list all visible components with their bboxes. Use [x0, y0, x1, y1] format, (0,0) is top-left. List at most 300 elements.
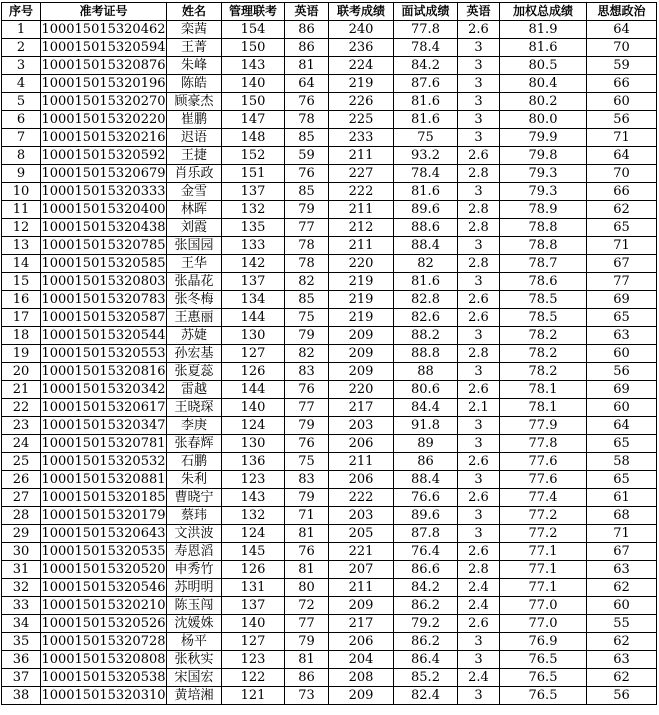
header-exam-id: 准考证号	[41, 3, 167, 21]
cell-politics: 69	[587, 381, 657, 399]
cell-management-exam: 143	[222, 57, 285, 75]
cell-interview-score: 88.4	[394, 237, 458, 255]
cell-exam-id: 100015015320179	[41, 508, 166, 523]
cell-joint-score: 224	[329, 57, 394, 75]
cell-english: 81	[285, 57, 329, 75]
cell-management-exam: 137	[222, 183, 285, 201]
table-row	[2, 669, 657, 687]
cell-joint-score: 206	[329, 435, 394, 453]
cell-weighted-total: 77.1	[500, 561, 587, 579]
cell-joint-score: 209	[329, 597, 394, 615]
table-row	[2, 165, 657, 183]
cell-interview-score: 89.6	[394, 201, 458, 219]
cell-management-exam: 130	[222, 435, 285, 453]
cell-exam-id: 100015015320816	[41, 364, 166, 379]
cell-name: 杨平	[167, 633, 222, 651]
cell-joint-score: 225	[329, 111, 394, 129]
cell-politics: 66	[587, 75, 657, 93]
cell-joint-score: 206	[329, 471, 394, 489]
cell-management-exam: 140	[222, 75, 285, 93]
header-row	[2, 3, 657, 21]
cell-english-oral: 3	[458, 471, 500, 489]
cell-name: 张国园	[167, 237, 222, 255]
cell-politics: 63	[587, 651, 657, 669]
cell-english-oral: 2.8	[458, 255, 500, 273]
cell-english-oral: 2.6	[458, 453, 500, 471]
cell-english-oral: 3	[458, 507, 500, 525]
table-row	[2, 687, 657, 705]
cell-english-oral: 3	[458, 183, 500, 201]
cell-name: 陈玉闯	[167, 597, 222, 615]
cell-joint-score: 227	[329, 165, 394, 183]
cell-index: 35	[2, 633, 41, 651]
header-english-oral: 英语	[458, 3, 500, 21]
cell-english-oral: 2.1	[458, 399, 500, 417]
cell-exam-id: 100015015320270	[41, 94, 166, 109]
cell-interview-score: 86.4	[394, 651, 458, 669]
cell-joint-score: 222	[329, 183, 394, 201]
cell-weighted-total: 77.0	[500, 597, 587, 615]
cell-politics: 65	[587, 435, 657, 453]
cell-management-exam: 122	[222, 669, 285, 687]
table-row	[2, 39, 657, 57]
table-row	[2, 57, 657, 75]
cell-exam-id: 100015015320310	[41, 688, 166, 703]
table-row	[2, 579, 657, 597]
cell-politics: 61	[587, 489, 657, 507]
cell-index: 21	[2, 381, 41, 399]
cell-index: 30	[2, 543, 41, 561]
cell-joint-score: 206	[329, 633, 394, 651]
cell-name: 蔡玮	[167, 507, 222, 525]
cell-english-oral: 3	[458, 633, 500, 651]
cell-joint-score: 226	[329, 93, 394, 111]
cell-interview-score: 88.6	[394, 219, 458, 237]
cell-management-exam: 145	[222, 543, 285, 561]
cell-interview-score: 86.2	[394, 633, 458, 651]
cell-exam-id: 100015015320617	[41, 400, 166, 415]
cell-management-exam: 143	[222, 489, 285, 507]
cell-name: 栾茜	[167, 21, 222, 39]
cell-name: 张夏蕊	[167, 363, 222, 381]
cell-interview-score: 76.6	[394, 489, 458, 507]
cell-interview-score: 77.8	[394, 21, 458, 39]
cell-politics: 71	[587, 129, 657, 147]
cell-index: 37	[2, 669, 41, 687]
cell-politics: 60	[587, 597, 657, 615]
cell-name: 李庚	[167, 417, 222, 435]
cell-english: 64	[285, 75, 329, 93]
cell-english: 75	[285, 309, 329, 327]
cell-index: 9	[2, 165, 41, 183]
cell-joint-score: 203	[329, 417, 394, 435]
cell-interview-score: 85.2	[394, 669, 458, 687]
cell-weighted-total: 78.5	[500, 309, 587, 327]
cell-joint-score: 211	[329, 237, 394, 255]
cell-english-oral: 2.6	[458, 381, 500, 399]
cell-interview-score: 79.2	[394, 615, 458, 633]
cell-name: 陈皓	[167, 75, 222, 93]
table-row	[2, 75, 657, 93]
cell-weighted-total: 77.0	[500, 615, 587, 633]
cell-english: 79	[285, 489, 329, 507]
cell-name: 孙宏基	[167, 345, 222, 363]
cell-name: 沈媛姝	[167, 615, 222, 633]
cell-name: 崔鹏	[167, 111, 222, 129]
cell-english-oral: 2.6	[458, 615, 500, 633]
table-row	[2, 345, 657, 363]
cell-weighted-total: 78.7	[500, 255, 587, 273]
table-row	[2, 507, 657, 525]
table-row	[2, 309, 657, 327]
cell-index: 20	[2, 363, 41, 381]
cell-english-oral: 3	[458, 75, 500, 93]
cell-joint-score: 219	[329, 273, 394, 291]
cell-management-exam: 121	[222, 687, 285, 705]
cell-politics: 60	[587, 345, 657, 363]
cell-name: 顾豪杰	[167, 93, 222, 111]
cell-joint-score: 204	[329, 651, 394, 669]
cell-name: 黄培湘	[167, 687, 222, 705]
cell-english-oral: 2.6	[458, 291, 500, 309]
cell-exam-id: 100015015320881	[41, 472, 166, 487]
cell-english: 76	[285, 381, 329, 399]
cell-politics: 64	[587, 417, 657, 435]
table-row	[2, 399, 657, 417]
cell-exam-id: 100015015320333	[41, 184, 166, 199]
cell-weighted-total: 79.8	[500, 147, 587, 165]
cell-interview-score: 86.2	[394, 597, 458, 615]
cell-joint-score: 217	[329, 399, 394, 417]
cell-index: 38	[2, 687, 41, 705]
cell-english: 77	[285, 399, 329, 417]
table-row	[2, 435, 657, 453]
cell-name: 肖乐政	[167, 165, 222, 183]
cell-exam-id: 100015015320532	[41, 454, 166, 469]
cell-index: 24	[2, 435, 41, 453]
cell-joint-score: 211	[329, 453, 394, 471]
table-row	[2, 291, 657, 309]
cell-exam-id: 100015015320679	[41, 166, 166, 181]
cell-index: 32	[2, 579, 41, 597]
table-row	[2, 273, 657, 291]
table-row	[2, 327, 657, 345]
cell-politics: 64	[587, 147, 657, 165]
table-row	[2, 219, 657, 237]
cell-english: 86	[285, 21, 329, 39]
cell-management-exam: 133	[222, 237, 285, 255]
cell-management-exam: 148	[222, 129, 285, 147]
cell-politics: 65	[587, 471, 657, 489]
cell-exam-id: 100015015320594	[41, 40, 166, 55]
cell-politics: 62	[587, 579, 657, 597]
cell-english: 73	[285, 687, 329, 705]
cell-english-oral: 3	[458, 39, 500, 57]
cell-english-oral: 2.8	[458, 345, 500, 363]
cell-management-exam: 127	[222, 345, 285, 363]
cell-exam-id: 100015015320808	[41, 652, 166, 667]
cell-interview-score: 82	[394, 255, 458, 273]
cell-weighted-total: 78.8	[500, 219, 587, 237]
cell-english-oral: 2.6	[458, 147, 500, 165]
cell-name: 张秋实	[167, 651, 222, 669]
cell-english: 76	[285, 435, 329, 453]
cell-english-oral: 3	[458, 417, 500, 435]
cell-name: 王华	[167, 255, 222, 273]
cell-joint-score: 233	[329, 129, 394, 147]
cell-index: 6	[2, 111, 41, 129]
cell-english: 79	[285, 201, 329, 219]
cell-joint-score: 219	[329, 291, 394, 309]
cell-index: 23	[2, 417, 41, 435]
cell-english: 82	[285, 273, 329, 291]
cell-name: 林晖	[167, 201, 222, 219]
cell-interview-score: 78.4	[394, 39, 458, 57]
cell-english: 79	[285, 633, 329, 651]
cell-name: 曹晓宁	[167, 489, 222, 507]
cell-politics: 71	[587, 237, 657, 255]
cell-name: 金雪	[167, 183, 222, 201]
cell-english: 72	[285, 597, 329, 615]
cell-politics: 70	[587, 39, 657, 57]
cell-joint-score: 221	[329, 543, 394, 561]
table-row	[2, 363, 657, 381]
cell-interview-score: 75	[394, 129, 458, 147]
cell-exam-id: 100015015320785	[41, 238, 166, 253]
table-row	[2, 237, 657, 255]
cell-management-exam: 154	[222, 21, 285, 39]
cell-interview-score: 84.2	[394, 57, 458, 75]
cell-english-oral: 3	[458, 57, 500, 75]
cell-index: 22	[2, 399, 41, 417]
cell-joint-score: 207	[329, 561, 394, 579]
cell-english-oral: 3	[458, 525, 500, 543]
cell-management-exam: 130	[222, 327, 285, 345]
cell-politics: 71	[587, 525, 657, 543]
header-management-exam: 管理联考	[222, 3, 285, 21]
cell-exam-id: 100015015320728	[41, 634, 166, 649]
cell-english-oral: 2.4	[458, 597, 500, 615]
table-row	[2, 381, 657, 399]
cell-weighted-total: 78.8	[500, 237, 587, 255]
cell-english-oral: 3	[458, 687, 500, 705]
cell-name: 王晓琛	[167, 399, 222, 417]
table-row	[2, 21, 657, 39]
cell-weighted-total: 80.2	[500, 93, 587, 111]
cell-joint-score: 220	[329, 381, 394, 399]
cell-index: 15	[2, 273, 41, 291]
cell-management-exam: 151	[222, 165, 285, 183]
cell-management-exam: 131	[222, 579, 285, 597]
cell-politics: 68	[587, 507, 657, 525]
table-row	[2, 489, 657, 507]
cell-name: 王菁	[167, 39, 222, 57]
cell-management-exam: 126	[222, 561, 285, 579]
header-name: 姓名	[167, 3, 222, 21]
cell-interview-score: 88.8	[394, 345, 458, 363]
table-row	[2, 147, 657, 165]
cell-english: 86	[285, 39, 329, 57]
cell-interview-score: 86.6	[394, 561, 458, 579]
table-body	[2, 21, 657, 705]
cell-name: 雷越	[167, 381, 222, 399]
cell-index: 34	[2, 615, 41, 633]
cell-weighted-total: 77.9	[500, 417, 587, 435]
cell-index: 14	[2, 255, 41, 273]
cell-name: 苏婕	[167, 327, 222, 345]
cell-weighted-total: 77.4	[500, 489, 587, 507]
header-politics: 思想政治	[587, 3, 657, 21]
cell-exam-id: 100015015320526	[41, 616, 166, 631]
cell-interview-score: 88	[394, 363, 458, 381]
cell-exam-id: 100015015320520	[41, 562, 166, 577]
cell-weighted-total: 81.9	[500, 21, 587, 39]
cell-index: 2	[2, 39, 41, 57]
cell-interview-score: 89.6	[394, 507, 458, 525]
cell-english-oral: 3	[458, 111, 500, 129]
cell-politics: 67	[587, 543, 657, 561]
cell-management-exam: 147	[222, 111, 285, 129]
cell-english: 71	[285, 507, 329, 525]
cell-name: 朱峰	[167, 57, 222, 75]
cell-english: 75	[285, 453, 329, 471]
cell-index: 16	[2, 291, 41, 309]
cell-index: 10	[2, 183, 41, 201]
cell-english: 79	[285, 327, 329, 345]
cell-weighted-total: 77.2	[500, 525, 587, 543]
cell-english-oral: 3	[458, 435, 500, 453]
cell-index: 18	[2, 327, 41, 345]
cell-joint-score: 217	[329, 615, 394, 633]
cell-name: 王惠丽	[167, 309, 222, 327]
cell-politics: 63	[587, 327, 657, 345]
cell-exam-id: 100015015320342	[41, 382, 166, 397]
cell-management-exam: 152	[222, 147, 285, 165]
cell-english-oral: 2.6	[458, 543, 500, 561]
table-row	[2, 525, 657, 543]
cell-weighted-total: 78.2	[500, 345, 587, 363]
cell-english-oral: 3	[458, 129, 500, 147]
cell-interview-score: 91.8	[394, 417, 458, 435]
cell-english: 80	[285, 579, 329, 597]
cell-interview-score: 76.4	[394, 543, 458, 561]
cell-index: 36	[2, 651, 41, 669]
cell-interview-score: 82.4	[394, 687, 458, 705]
cell-exam-id: 100015015320587	[41, 310, 166, 325]
cell-joint-score: 240	[329, 21, 394, 39]
cell-index: 13	[2, 237, 41, 255]
cell-english: 85	[285, 183, 329, 201]
cell-weighted-total: 80.0	[500, 111, 587, 129]
cell-exam-id: 100015015320585	[41, 256, 166, 271]
table-row	[2, 615, 657, 633]
cell-politics: 66	[587, 183, 657, 201]
cell-politics: 62	[587, 669, 657, 687]
cell-english: 81	[285, 561, 329, 579]
cell-exam-id: 100015015320220	[41, 112, 166, 127]
cell-politics: 55	[587, 615, 657, 633]
cell-weighted-total: 78.5	[500, 291, 587, 309]
cell-english-oral: 3	[458, 363, 500, 381]
cell-name: 石鹏	[167, 453, 222, 471]
cell-management-exam: 150	[222, 93, 285, 111]
cell-joint-score: 209	[329, 363, 394, 381]
cell-english-oral: 2.6	[458, 309, 500, 327]
cell-joint-score: 211	[329, 201, 394, 219]
cell-joint-score: 219	[329, 309, 394, 327]
cell-exam-id: 100015015320216	[41, 130, 166, 145]
cell-weighted-total: 77.1	[500, 579, 587, 597]
cell-joint-score: 211	[329, 147, 394, 165]
cell-politics: 65	[587, 309, 657, 327]
cell-joint-score: 209	[329, 687, 394, 705]
table-row	[2, 129, 657, 147]
cell-exam-id: 100015015320803	[41, 274, 166, 289]
table-row	[2, 93, 657, 111]
cell-index: 12	[2, 219, 41, 237]
cell-english-oral: 3	[458, 273, 500, 291]
cell-exam-id: 100015015320546	[41, 580, 166, 595]
cell-weighted-total: 79.9	[500, 129, 587, 147]
cell-exam-id: 100015015320538	[41, 670, 166, 685]
header-joint-score: 联考成绩	[329, 3, 394, 21]
cell-exam-id: 100015015320781	[41, 436, 166, 451]
table-row	[2, 561, 657, 579]
cell-interview-score: 81.6	[394, 93, 458, 111]
cell-exam-id: 100015015320462	[41, 22, 166, 37]
cell-weighted-total: 79.3	[500, 183, 587, 201]
cell-management-exam: 144	[222, 381, 285, 399]
cell-exam-id: 100015015320783	[41, 292, 166, 307]
cell-name: 申秀竹	[167, 561, 222, 579]
score-table	[1, 2, 657, 705]
cell-exam-id: 100015015320210	[41, 598, 166, 613]
cell-weighted-total: 80.4	[500, 75, 587, 93]
cell-management-exam: 132	[222, 201, 285, 219]
cell-index: 28	[2, 507, 41, 525]
cell-politics: 67	[587, 255, 657, 273]
cell-weighted-total: 77.6	[500, 471, 587, 489]
cell-english: 79	[285, 417, 329, 435]
cell-exam-id: 100015015320876	[41, 58, 166, 73]
cell-english: 78	[285, 111, 329, 129]
cell-english-oral: 3	[458, 93, 500, 111]
cell-name: 张春辉	[167, 435, 222, 453]
cell-interview-score: 81.6	[394, 111, 458, 129]
cell-management-exam: 123	[222, 651, 285, 669]
cell-exam-id: 100015015320185	[41, 490, 166, 505]
cell-index: 27	[2, 489, 41, 507]
cell-weighted-total: 76.5	[500, 687, 587, 705]
cell-name: 宋国宏	[167, 669, 222, 687]
cell-joint-score: 236	[329, 39, 394, 57]
cell-english: 85	[285, 291, 329, 309]
cell-name: 王捷	[167, 147, 222, 165]
cell-interview-score: 87.6	[394, 75, 458, 93]
table-row	[2, 183, 657, 201]
table-row	[2, 255, 657, 273]
cell-interview-score: 87.8	[394, 525, 458, 543]
cell-english: 78	[285, 255, 329, 273]
cell-interview-score: 93.2	[394, 147, 458, 165]
cell-exam-id: 100015015320535	[41, 544, 166, 559]
cell-weighted-total: 78.2	[500, 327, 587, 345]
cell-management-exam: 140	[222, 399, 285, 417]
cell-english: 81	[285, 525, 329, 543]
cell-joint-score: 203	[329, 507, 394, 525]
cell-management-exam: 135	[222, 219, 285, 237]
cell-management-exam: 137	[222, 597, 285, 615]
